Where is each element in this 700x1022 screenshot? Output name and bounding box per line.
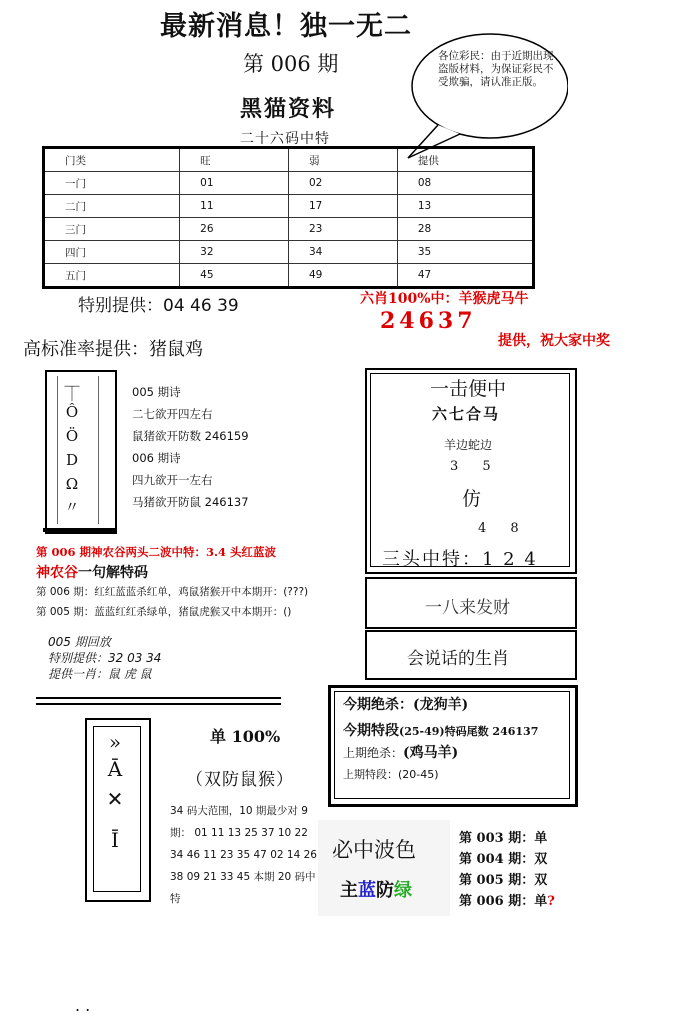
table-cell: 35 (397, 241, 533, 264)
right-box-heading: 一击便中 (430, 378, 507, 400)
divider (36, 703, 281, 705)
kill-line (343, 742, 458, 762)
period-label: 第 004 期： (459, 852, 535, 867)
table-cell: 二门 (44, 195, 180, 218)
replay-line: 特别提供：32 03 34 (48, 651, 162, 665)
table-cell: 11 (180, 195, 289, 218)
red-code: 24637 (380, 308, 477, 334)
table-row (44, 172, 534, 195)
kill-line (343, 720, 538, 740)
table-cell: 08 (397, 172, 533, 195)
scroll-glyph: ✕ (106, 787, 124, 811)
poem-line: 四九欲开一左右 (132, 473, 213, 487)
range-tail: 本期 20 码中特 (170, 871, 316, 905)
wave-green: 绿 (394, 880, 412, 901)
kill-line: 今期绝杀：(龙狗羊) (343, 697, 469, 713)
riddle-line: 第 005 期：蓝蓝红红杀绿单，猪鼠虎猴又中本期开：() (36, 606, 292, 618)
range-block (170, 800, 320, 910)
table-cell: 34 (288, 241, 397, 264)
poem-line: 马猪欲开防鼠 246137 (132, 495, 249, 509)
scroll-glyph: Ī (111, 828, 119, 852)
number-table (42, 146, 535, 289)
table-cell: 13 (397, 195, 533, 218)
high-standard: 高标准率提供：猪鼠鸡 (23, 339, 203, 360)
riddle-black: 一句解特码 (78, 565, 148, 581)
poem-list (132, 381, 249, 513)
list-item (459, 870, 555, 891)
period-value: 单 (534, 831, 548, 846)
table-row (44, 218, 534, 241)
list-item (459, 891, 555, 912)
table-header: 门类 (44, 148, 180, 172)
period-list (459, 828, 555, 912)
divider (36, 697, 281, 699)
table-header-row (44, 148, 534, 172)
table-cell: 四门 (44, 241, 180, 264)
wave-title: 必中波色 (332, 838, 416, 862)
period-mark: ? (547, 894, 555, 909)
table-cell: 17 (288, 195, 397, 218)
poem-line: 005 期诗 (132, 385, 181, 399)
right-box-numbers: 3 5 (450, 459, 491, 474)
table-row (44, 241, 534, 264)
source-title: 黑猫资料 (240, 96, 337, 122)
wave-main: 主 (340, 880, 358, 901)
poem-line: 二七欲开四左右 (132, 407, 213, 421)
scroll-glyph: ⏉ (64, 385, 80, 403)
right-box-char: 仿 (462, 488, 482, 510)
table-row (44, 195, 534, 218)
dan-100: 单 100% (210, 727, 281, 746)
zodiac-box (365, 630, 577, 680)
table-cell: 28 (397, 218, 533, 241)
kill-line: 上期特段：(20-45) (343, 768, 439, 781)
table-cell: 01 (180, 172, 289, 195)
table-header: 弱 (288, 148, 397, 172)
table-cell: 49 (288, 264, 397, 288)
scroll-glyph: Ô (65, 403, 79, 421)
zodiac-text: 会说话的生肖 (407, 649, 509, 669)
subtitle: 二十六码中特 (240, 131, 330, 147)
issue-number: 第 006 期 (243, 52, 339, 76)
scroll-glyph: 〃 (64, 498, 80, 516)
period-label: 第 006 期： (459, 894, 535, 909)
list-item (459, 828, 555, 849)
period-value: 双 (534, 852, 548, 867)
table-cell: 26 (180, 218, 289, 241)
period-label: 第 005 期： (459, 873, 535, 888)
scroll-bar (43, 528, 115, 532)
table-cell: 一门 (44, 172, 180, 195)
double-guard: （双防鼠猴） (186, 770, 294, 790)
riddle-red: 神农谷 (36, 565, 78, 581)
riddle-title (36, 562, 148, 582)
table-header: 提供 (397, 148, 533, 172)
kill-label: 今期特段 (343, 723, 399, 739)
table-cell: 32 (180, 241, 289, 264)
table-row (44, 264, 534, 288)
poem-line: 006 期诗 (132, 451, 181, 465)
replay-line: 提供一肖：鼠 虎 鼠 (48, 667, 152, 681)
table-header: 旺 (180, 148, 289, 172)
range-numbers: 01 11 13 25 37 10 22 34 46 11 23 35 47 02 14 26 38 09 21 33 45 (170, 827, 317, 883)
right-box-line: 羊边蛇边 (444, 438, 493, 452)
kill-value: (鸡马羊) (403, 745, 459, 761)
right-box-numbers: 4 8 (478, 521, 519, 536)
table-cell: 23 (288, 218, 397, 241)
wave-colors (340, 876, 412, 902)
table-cell: 45 (180, 264, 289, 288)
wave-box (318, 820, 450, 916)
wave-blue: 蓝 (358, 880, 376, 901)
footer-dots: . . (75, 996, 91, 1015)
kill-range: (25-49) (399, 725, 445, 738)
scroll-glyph: Ā (107, 757, 123, 781)
red-note: 提供，祝大家中奖 (498, 333, 610, 349)
period-value: 单 (534, 894, 548, 909)
table-cell: 47 (397, 264, 533, 288)
table-cell: 五门 (44, 264, 180, 288)
table-cell: 02 (288, 172, 397, 195)
poem-line: 鼠猪欲开防数 246159 (132, 429, 249, 443)
right-box-subheading: 六七合马 (432, 405, 501, 423)
special-offer: 特别提供：04 46 39 (78, 296, 239, 316)
replay-block (48, 634, 161, 682)
scroll-glyph: » (108, 730, 122, 754)
replay-line: 005 期回放 (48, 635, 111, 649)
list-item (459, 849, 555, 870)
wave-guard: 防 (376, 880, 394, 901)
page-title: 最新消息！独一无二 (160, 11, 412, 42)
scroll-glyph: Ö (65, 427, 79, 445)
period-label: 第 003 期： (459, 831, 535, 846)
red-line: 第 006 期神农谷两头二波中特：3.4 头红蓝波 (36, 545, 277, 559)
period-value: 双 (534, 873, 548, 888)
six-zodiac: 六肖100%中：羊猴虎马牛 (360, 291, 529, 307)
table-cell: 三门 (44, 218, 180, 241)
scroll-glyph: D (65, 451, 79, 469)
scroll-glyph: Ω (65, 475, 79, 493)
three-heads: 三头中特：1 2 4 (382, 549, 538, 570)
fortune-text: 一八来发财 (425, 598, 510, 618)
kill-tail: 特码尾数 246137 (444, 725, 539, 738)
fortune-box (365, 577, 577, 629)
kill-label: 上期绝杀： (343, 746, 404, 760)
riddle-line: 第 006 期：红红蓝蓝杀红单，鸡鼠猪猴开中本期开：(???) (36, 586, 309, 598)
range-title: 34 码大范围，10 期最少对 9 期： (170, 805, 308, 839)
bubble-text: 各位彩民：由于近期出现盗版材料，为保证彩民不受欺骗，请认准正版。 (438, 50, 554, 88)
